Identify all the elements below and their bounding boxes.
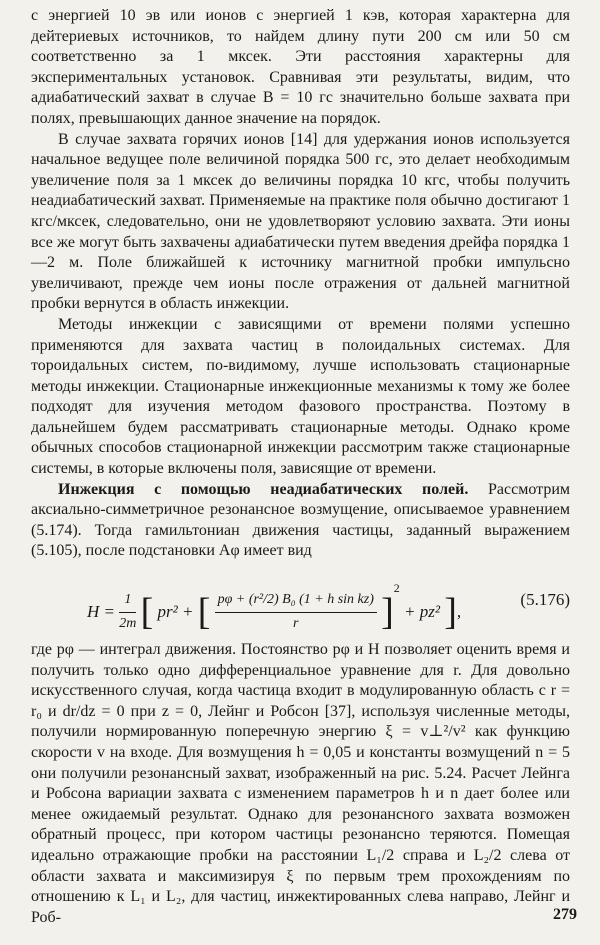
equation-body	[87, 578, 461, 634]
prefactor-denominator: 2m	[119, 615, 137, 631]
equation-comma: ,	[456, 601, 462, 621]
paragraph-4-body: Рассмотрим аксиально-симметричное резонансное возмущение, описываемое уравнением (5.174). Тогда гамильтониан движения частицы, заданный выражением (5.105), после подстановки Aφ имеет вид	[31, 480, 571, 560]
inner-exponent: 2	[393, 581, 400, 596]
term-pr-squared: pr² +	[157, 601, 194, 621]
equation-5-176	[31, 568, 570, 638]
paragraph-2: В случае захвата горячих ионов [14] для удержания ионов используется начальное ведущее поле величиной порядка 500 гс, это делает необходимым увеличение поля за 1 мксек до величины порядка 10 кгс, чтобы получить неадиабатический захват. Применяемые на практике поля обычно достигают 1 кгс/мксек, следовательно, они не удовлетворяют условию захвата. Эти ионы все же могут быть захвачены адиабатически путем введения дрейфа порядка 1—2 м. Поле ближайшей к источнику магнитной пробки импульсно увеличивают, прежде чем ионы после отражения от дальней магнитной пробки вернутся в область инжекции.	[31, 130, 570, 313]
paragraph-5: где pφ — интеграл движения. Постоянство pφ и H позволяет оценить время и получить только одно дифференциальное уравнение для r. Для довольно искусственного случая, когда частица входит в модулированную область с r = r₀ и dr/dz = 0 при z = 0, Лейнг и Робсон [37], используя численные методы, получили нормированную поперечную энергию ξ = v⊥²/v² как функцию скорости v на входе. Для возмущения h = 0,05 и константы возмущений n = 5 они получили резонансный захват, изображенный на рис. 5.24. Расчет Лейнга и Робсона вариации захвата с изменением параметров h и n дает более или менее ожидаемый результат. Однако для резонансного захвата возможен обратный процесс, при котором частицы резонансно теряются. Помещая идеально отражающие пробки на расстоянии L₁/2 справа и L₂/2 слева от области захвата и максимизируя ξ по первым трем прохождениям по отношению к L₁ и L₂, для частиц, инжектированных слева направо, Лейнг и Роб-	[31, 641, 570, 926]
outer-bracket-right: ]	[444, 591, 457, 634]
inner-denominator: r	[293, 615, 299, 631]
outer-bracket-left: [	[140, 591, 154, 634]
paragraph-3: Методы инжекции с зависящими от времени полями успешно применяются для захвата частиц в полоидальных системах. Для тороидальных систем, по-видимому, лучше использовать стационарные методы инжекции. Стационарные инжекционные механизмы к тому же более подходят для изучения методом фазового пространства. Поэтому в дальнейшем будем рассматривать стационарные методы. Однако кроме обычных способов стационарной инжекции рассмотрим также стационарные системы, в которые включены поля, зависящие от времени.	[31, 315, 570, 478]
inner-bracket-right: ]	[381, 591, 394, 634]
prefactor-numerator: 1	[119, 590, 136, 613]
paragraph-4	[31, 480, 570, 562]
term-pz-squared: + pz²	[404, 601, 440, 621]
prefactor-fraction	[119, 590, 136, 634]
inner-numerator: pφ + (r²/2) B₀ (1 + h sin kz)	[215, 590, 377, 613]
section-heading: Инжекция с помощью неадиабатических полей.	[58, 480, 469, 498]
inner-fraction	[215, 590, 377, 634]
equation-number: (5.176)	[520, 590, 570, 610]
paragraph-1: с энергией 10 эв или ионов с энергией 1 кэв, которая характерна для дейтериевых источников, то найдем длину пути 200 см или 50 см соответственно за 1 мксек. Эти расстояния характерны для экспериментальных установок. Сравнивая эти результаты, видим, что адиабатический захват в случае B = 10 гс значительно больше захвата при полях, превышающих данное значение на порядок.	[31, 7, 570, 127]
body-text	[31, 6, 570, 928]
inner-bracket-left: [	[197, 591, 211, 634]
page-number: 279	[553, 906, 577, 923]
equation-lhs: H =	[87, 601, 115, 621]
